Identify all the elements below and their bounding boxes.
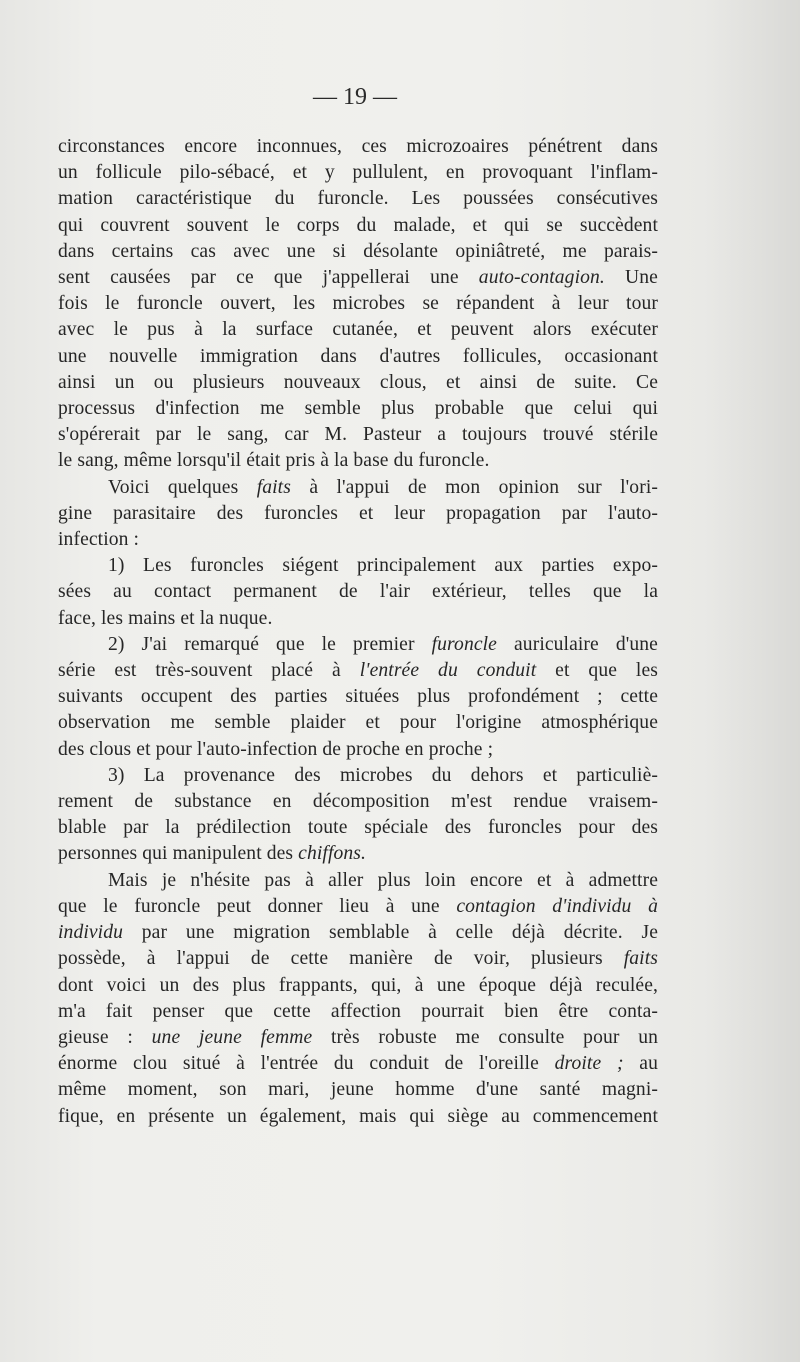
text-line (58, 134, 658, 160)
text-line (58, 632, 658, 658)
text-segment: dans certains cas avec une si désolante opiniâtreté, me parais- (58, 240, 658, 262)
text-segment: fique, en présente un également, mais qui siège au commencement (58, 1105, 658, 1127)
italic-text: faits (256, 476, 291, 498)
text-line (58, 475, 658, 501)
text-line (58, 579, 658, 605)
text-segment: sées au contact permanent de l'air extérieur, telles que la (58, 581, 658, 603)
text-line (58, 422, 658, 448)
text-line (58, 737, 658, 763)
italic-text: furoncle (431, 633, 497, 655)
text-line (58, 186, 658, 212)
text-segment: m'a fait penser que cette affection pourrait bien être conta- (58, 1000, 658, 1022)
text-line (58, 370, 658, 396)
text-segment: des clous et pour l'auto-infection de proche en proche ; (58, 738, 494, 760)
text-segment: possède, à l'appui de cette manière de voir, plusieurs (58, 948, 624, 970)
text-segment: 1) Les furoncles siégent principalement aux parties expo- (108, 555, 658, 577)
text-segment: s'opérerait par le sang, car M. Pasteur a toujours trouvé stérile (58, 424, 658, 446)
italic-text: une jeune femme (151, 1026, 313, 1048)
italic-text: chiffons. (298, 843, 367, 865)
text-line (58, 946, 658, 972)
text-segment: face, les mains et la nuque. (58, 607, 273, 629)
text-segment: au (623, 1053, 658, 1075)
text-line (58, 213, 658, 239)
text-line (58, 239, 658, 265)
page-number: — 19 — (313, 84, 397, 110)
text-segment: que le furoncle peut donner lieu à une (58, 895, 457, 917)
text-line (58, 396, 658, 422)
text-segment: qui couvrent souvent le corps du malade, et qui se succèdent (58, 214, 658, 236)
text-segment: personnes qui manipulent des (58, 843, 299, 865)
text-segment: énorme clou situé à l'entrée du conduit de l'oreille (58, 1053, 555, 1075)
text-segment: gieuse : (58, 1026, 152, 1048)
text-line (58, 501, 658, 527)
text-segment: Mais je n'hésite pas à aller plus loin encore et à admettre (108, 869, 658, 891)
italic-text: droite ; (554, 1053, 624, 1075)
text-line (58, 317, 658, 343)
text-line (58, 684, 658, 710)
text-segment: 2) J'ai remarqué que le premier (108, 633, 432, 655)
text-segment: observation me semble plaider et pour l'origine atmosphérique (58, 712, 658, 734)
text-line (58, 160, 658, 186)
italic-text: contagion d'individu à (456, 895, 658, 917)
text-line (58, 291, 658, 317)
text-segment: mation caractéristique du furoncle. Les poussées consécutives (58, 188, 658, 210)
text-segment: le sang, même lorsqu'il était pris à la base du furoncle. (58, 450, 490, 472)
text-segment: une nouvelle immigration dans d'autres follicules, occasionant (58, 345, 658, 367)
text-line (58, 763, 658, 789)
text-segment: 3) La provenance des microbes du dehors et particuliè- (108, 764, 658, 786)
text-line (58, 1077, 658, 1103)
text-segment: fois le furoncle ouvert, les microbes se répandent à leur tour (58, 293, 658, 315)
text-segment: auriculaire d'une (496, 633, 658, 655)
text-line (58, 1104, 658, 1130)
text-line (58, 999, 658, 1025)
text-segment: blable par la prédilection toute spéciale des furoncles pour des (58, 817, 658, 839)
text-segment: très robuste me consulte pour un (312, 1026, 659, 1048)
text-segment: sent causées par ce que j'appellerai une (58, 267, 479, 289)
text-line (58, 344, 658, 370)
text-segment: circonstances encore inconnues, ces microzoaires pénétrent dans (58, 136, 658, 157)
text-line (58, 658, 658, 684)
text-line (58, 1051, 658, 1077)
text-segment: par une migration semblable à celle déjà décrite. Je (123, 922, 658, 944)
text-line (58, 868, 658, 894)
text-segment: processus d'infection me semble plus probable que celui qui (58, 398, 658, 420)
text-segment: un follicule pilo-sébacé, et y pullulent, en provoquant l'inflam- (58, 162, 658, 184)
text-segment: à l'appui de mon opinion sur l'ori- (290, 476, 658, 498)
text-segment: et que les (536, 660, 659, 682)
text-line (58, 553, 658, 579)
text-segment: dont voici un des plus frappants, qui, à une époque déjà reculée, (58, 974, 658, 996)
text-line (58, 841, 658, 867)
italic-text: auto-contagion. (478, 267, 605, 289)
text-line (58, 894, 658, 920)
text-line (58, 265, 658, 291)
text-line (58, 920, 658, 946)
text-segment: gine parasitaire des furoncles et leur propagation par l'auto- (58, 502, 658, 524)
text-segment: même moment, son mari, jeune homme d'une santé magni- (58, 1079, 658, 1101)
text-line (58, 1025, 658, 1051)
text-line (58, 448, 658, 474)
italic-text: individu (58, 922, 124, 944)
text-line (58, 527, 658, 553)
text-line (58, 973, 658, 999)
text-segment: série est très-souvent placé à (58, 660, 360, 682)
text-line (58, 710, 658, 736)
text-line (58, 606, 658, 632)
italic-text: l'entrée du conduit (359, 660, 537, 682)
text-segment: avec le pus à la surface cutanée, et peuvent alors exécuter (58, 319, 658, 341)
text-segment: Voici quelques (108, 476, 257, 498)
body-text (58, 134, 658, 1130)
text-segment: infection : (58, 529, 140, 551)
text-segment: rement de substance en décomposition m'est rendue vraisem- (58, 791, 658, 813)
italic-text: faits (623, 948, 658, 970)
text-segment: Une (604, 267, 658, 289)
text-line (58, 815, 658, 841)
text-line (58, 789, 658, 815)
text-segment: ainsi un ou plusieurs nouveaux clous, et ainsi de suite. Ce (58, 371, 658, 393)
text-segment: suivants occupent des parties situées plus profondément ; cette (58, 686, 658, 708)
